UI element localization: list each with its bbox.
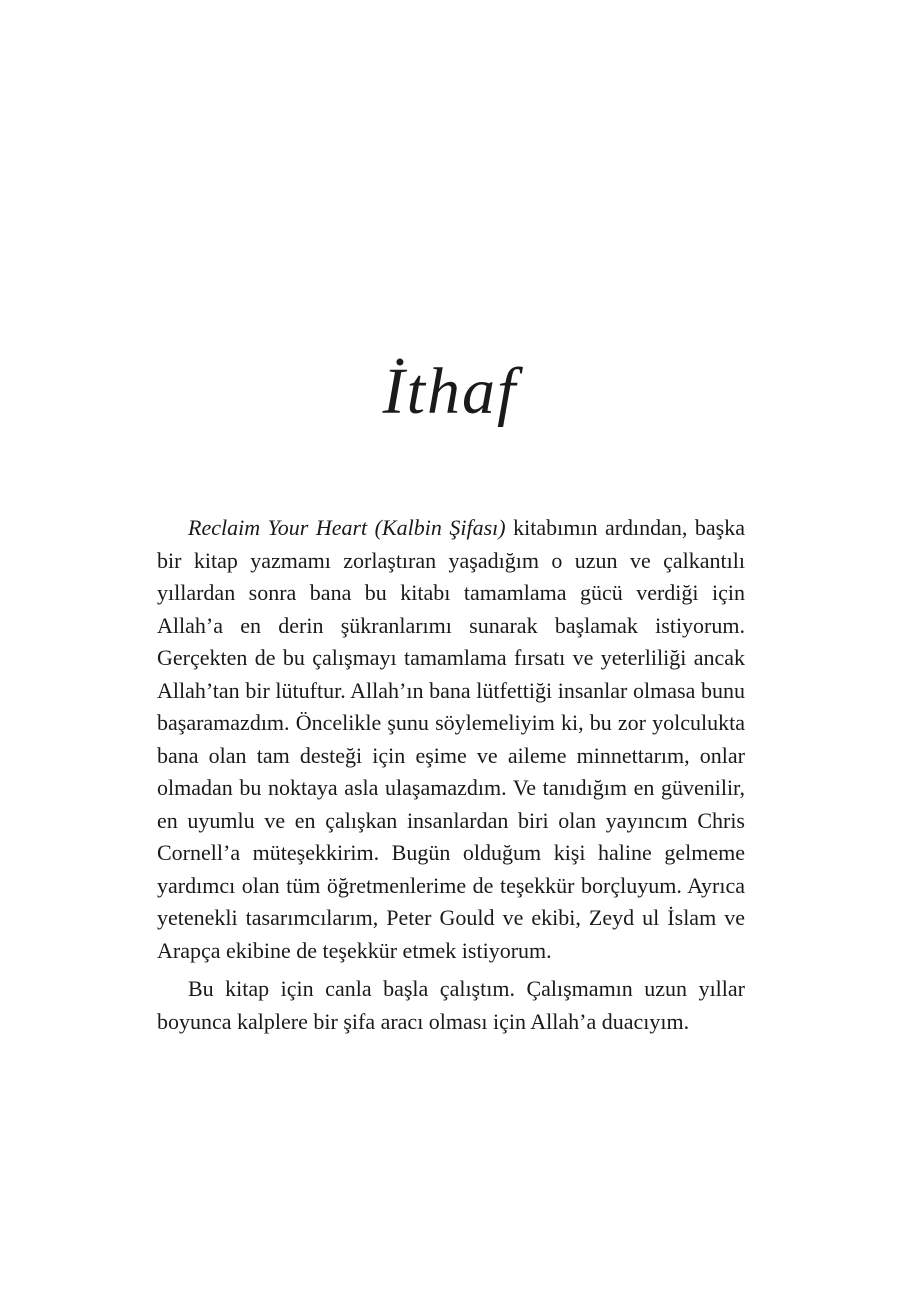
book-title-reference: Reclaim Your Heart (Kalbin Şifası) [188,515,506,540]
dedication-body [157,512,745,1038]
paragraph-1-text: kitabımın ardından, başka bir kitap yazmamı zorlaştıran yaşadığım o uzun ve çalkantılı yıllardan sonra bana bu kitabı tamamlama gücü verdiği için Allah’a en derin şükranlarımı sunarak başlamak istiyorum. Gerçekten de bu çalışmayı tamamlama fırsatı ve yeterliliği ancak Allah’tan bir lütuftur. Allah’ın bana lütfettiği insanlar olmasa bunu başaramazdım. Öncelikle şunu söylemeliyim ki, bu zor yolculukta bana olan tam desteği için eşime ve aileme minnettarım, onlar olmadan bu noktaya asla ulaşamazdım. Ve tanıdığım en güvenilir, en uyumlu ve en çalışkan insanlardan biri olan yayıncım Chris Cornell’a müteşekkirim. Bugün olduğum kişi haline gelmeme yardımcı olan tüm öğretmenlerime de teşekkür borçluyum. Ayrıca yetenekli tasarımcılarım, Peter Gould ve ekibi, Zeyd ul İslam ve Arapça ekibine de teşekkür etmek istiyorum. [157,515,745,963]
dedication-paragraph-2: Bu kitap için canla başla çalıştım. Çalışmamın uzun yıllar boyunca kalplere bir şifa aracı olması için Allah’a duacıyım. [157,976,745,1034]
page-title: İthaf [382,355,518,428]
dedication-paragraph-1 [157,512,745,967]
